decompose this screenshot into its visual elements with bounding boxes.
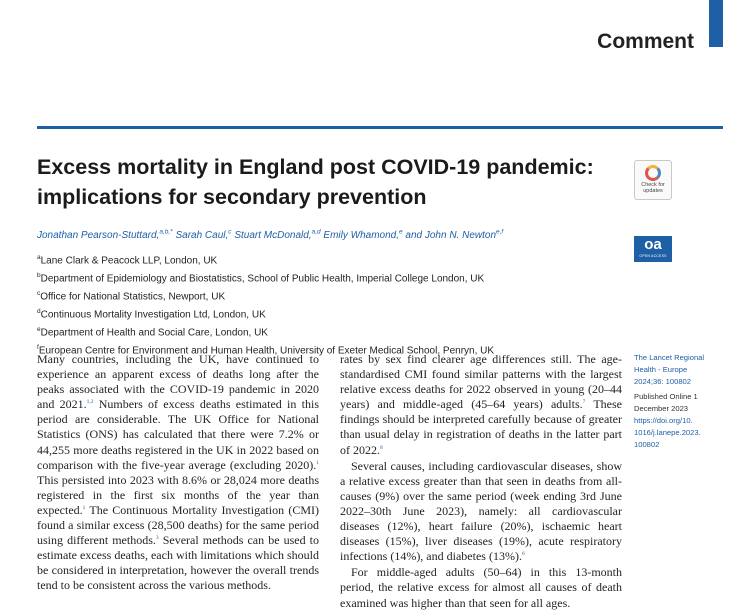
citation-marker[interactable]: 8 [380,444,383,451]
affiliation-item: $^c$Office for National Statistics, Newport, UK [37,289,226,303]
article-info-sidebar [634,352,744,452]
check-updates-text-2: updates [643,188,663,194]
open-access-icon: oa [644,236,662,253]
body-paragraph: For middle-aged adults (50–64) in this 13-month period, the relative excess for almost all causes of death examined was higher than that seen for all ages. [340,565,622,610]
body-paragraph: rates by sex find clearer age differences still. The age-standardised CMI found similar patterns with the largest relative excess deaths for 2022 observed in young (20–44 years) and middle-aged (45–64 years) adults.$^7$ These findings should be interpreted carefully because of greater than usual delay in registration of deaths in the latter part of 2022.$^8$ [340,352,622,457]
title-line-2: implications for secondary prevention [37,185,427,209]
author-link[interactable]: Stuart McDonald,$^{a,d}$ [234,229,321,242]
crossmark-icon [645,165,661,181]
publication-date: Published Online 1 December 2023 [634,391,698,413]
check-updates-text-1: Check for [641,182,665,188]
author-link[interactable]: Sarah Caul,$^c$ [175,229,232,242]
body-column-1 [37,352,319,594]
affiliation-item: $^e$Department of Health and Social Care, London, UK [37,325,268,339]
journal-name: The Lancet Regional Health - Europe 2024;36: 100802 [634,353,705,387]
affiliation-item: $^a$Lane Clark & Peacock LLP, London, UK [37,254,218,267]
header-divider [37,126,723,129]
affiliation-item: $^d$Continuous Mortality Investigation Ltd, London, UK [37,307,266,321]
citation-marker[interactable]: 1 [316,459,319,466]
citation-marker[interactable]: 6 [521,551,525,558]
body-column-2 [340,352,622,611]
affiliation-item: $^b$Department of Epidemiology and Biostatistics, School of Public Health, Imperial College London, UK [37,271,485,285]
citation-marker[interactable]: 1,2 [86,399,94,406]
body-paragraph: Several causes, including cardiovascular diseases, show a relative excess greater than that seen in deaths from all-causes (9%) over the same period (week ending 3rd June 2022–30th June 2023), namely: all cardiovascular diseases (12%), heart failure (20%), ischaemic heart diseases (15%), liver diseases (19%), acute respiratory infections (14%), and diabetes (13%).$^6$ [340,458,622,564]
article-title [37,152,627,212]
author-link[interactable]: Emily Whamond,$^e$ [323,229,403,242]
section-label: Comment [597,30,694,53]
author-list [37,229,627,241]
title-line-1: Excess mortality in England post COVID-19 pandemic: [37,155,594,179]
check-for-updates-badge[interactable] [634,160,672,200]
section-color-tab [709,0,723,47]
author-link[interactable]: Jonathan Pearson-Stuttard,$^{a,b,*}$ [37,229,173,242]
citation-marker[interactable]: 1 [82,504,86,511]
body-paragraph: Many countries, including the UK, have continued to experience an apparent excess of deaths long after the peaks associated with the COVID-19 pandemic in 2020 and 2021.$^{1,2}$ Numbers of excess deaths estimated in this period are considerable. The UK Office for National Statistics (ONS) has calculated that there were 7.2% or 44,255 more deaths registered in the UK in 2022 based on comparison with the five-year average (excluding 2020).$^1$ This persisted into 2023 with 8.6% or 28,024 more deaths registered in the first six months of the year than expected.$^1$ The Continuous Mortality Investigation (CMI) found a similar excess (28,500 deaths) for the same period using different methods.$^3$ Several methods can be used to estimate excess deaths, each with limitations which should be considered in interpretation, however the overall trends tend to be consistent across the various methods. [37,352,320,593]
open-access-label: OPEN ACCESS [639,254,667,258]
open-access-badge [634,236,672,262]
affiliation-list [37,251,627,359]
affiliation-item: $^f$European Centre for Environment and Human Health, University of Exeter Medical School, Penryn, UK [37,343,495,356]
citation-marker[interactable]: 7 [582,399,586,406]
citation-marker[interactable]: 3 [155,535,159,542]
author-link[interactable]: and John N. Newton$^{e,f}$ [405,229,504,242]
doi-link[interactable]: https://doi.org/10. 1016/j.lanepe.2023. 100802 [634,416,701,450]
